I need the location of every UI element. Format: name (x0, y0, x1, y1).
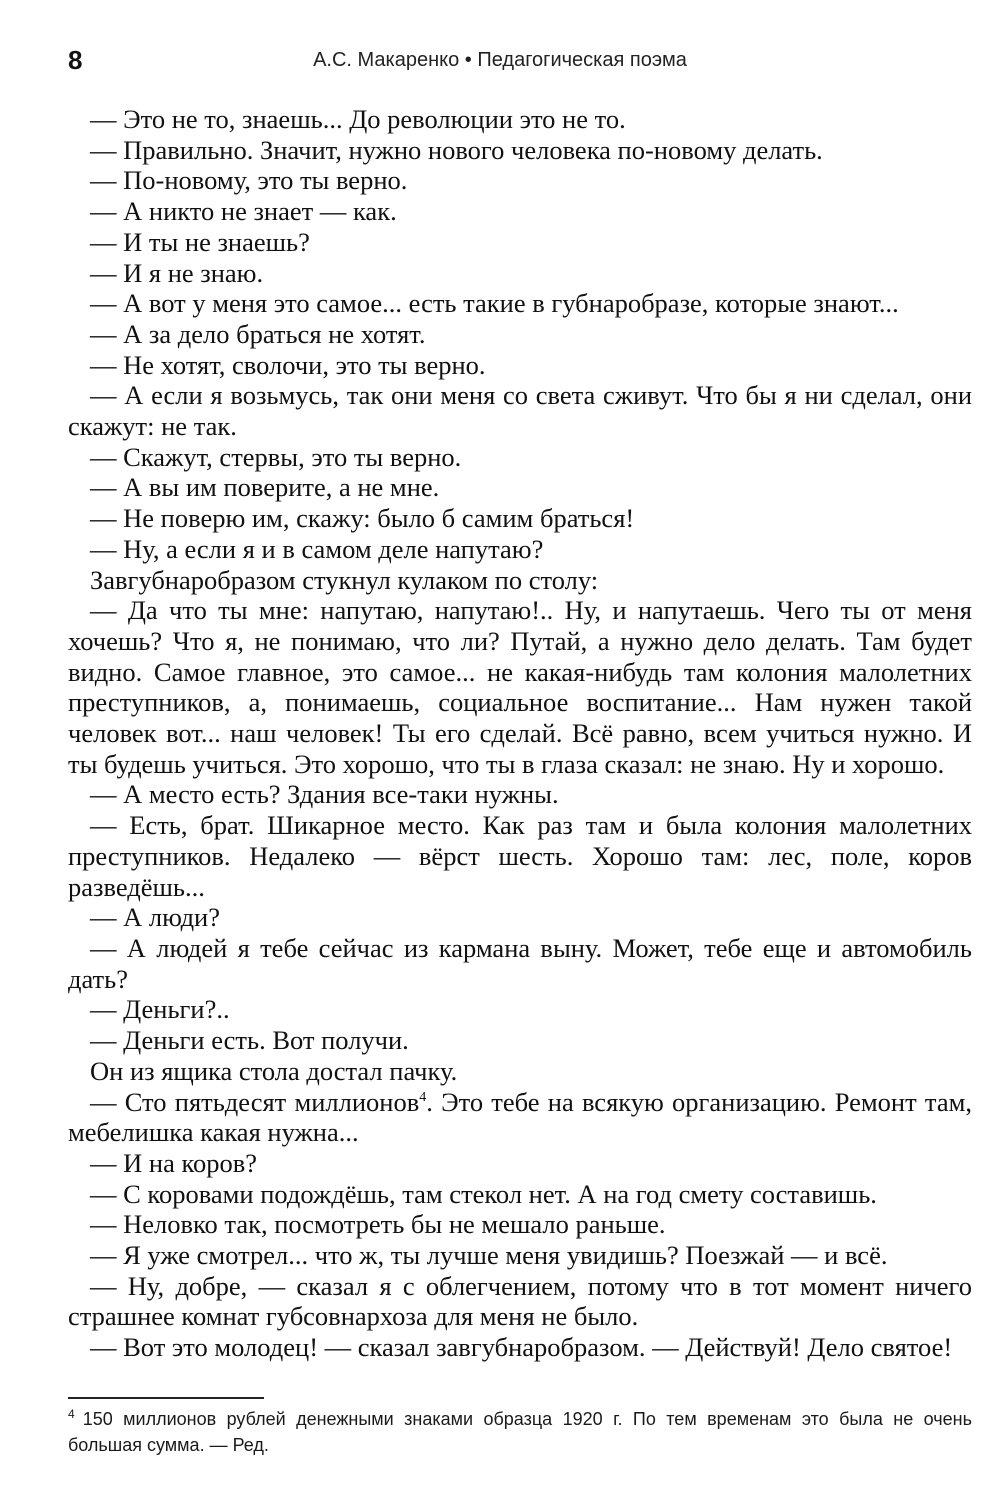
footnote-marker: 4 (68, 1407, 75, 1421)
paragraph: — Правильно. Значит, нужно нового человека по-новому делать. (90, 134, 823, 165)
main-text (68, 104, 972, 1363)
paragraph: — А за дело браться не хотят. (90, 318, 426, 349)
paragraph: — Неловко так, посмотреть бы не мешало раньше. (90, 1209, 666, 1240)
paragraph: — Не поверю им, скажу: было б самим браться! (90, 503, 635, 534)
paragraph: — И ты не знаешь? (90, 226, 310, 257)
paragraph: Завгубнаробразом стукнул кулаком по столу: (90, 564, 599, 595)
paragraph: — А никто не знает — как. (90, 196, 397, 227)
paragraph: — А вот у меня это самое... есть такие в губнаробразе, которые знают... (90, 288, 899, 319)
paragraph: — А вы им поверите, а не мне. (90, 472, 440, 503)
page-header (0, 44, 1000, 80)
paragraph: — Деньги?.. (90, 994, 230, 1025)
page-number: 8 (68, 45, 83, 75)
paragraph: — Вот это молодец! — сказал завгубнаробразом. — Действуй! Дело святое! (90, 1332, 953, 1363)
paragraph: Он из ящика стола достал пачку. (90, 1055, 458, 1086)
paragraph: — Ну, добре, — сказал я с облегчением, потому что в тот момент ничего страшнее комнат губсовнархоза для меня не было. (68, 1270, 972, 1332)
paragraph: — А место есть? Здания все-таки нужны. (90, 779, 559, 810)
paragraph: — И я не знаю. (90, 257, 264, 288)
footnote (68, 1406, 972, 1458)
paragraph: — А люди? (90, 902, 220, 933)
paragraph: — Скажут, стервы, это ты верно. (90, 441, 462, 472)
footnote-text: 150 миллионов рублей денежными знаками образца 1920 г. По тем временам это была не очень большая сумма. — Ред. (68, 1409, 972, 1455)
paragraph-text: — Сто пятьдесят миллионов (90, 1086, 420, 1117)
paragraph: — Да что ты мне: напутаю, напутаю!.. Ну, и напутаешь. Чего ты от меня хочешь? Что я, не понимаю, что ли? Путай, а нужно дело делать. Там будет видно. Самое главное, это самое... не какая-нибудь там колония малолетних преступников, а, понимаешь, социальное воспитание... Нам нужен такой человек вот... наш человек! Ты его сделай. Всё равно, всем учиться нужно. И ты будешь учиться. Это хорошо, что ты в глаза сказал: не знаю. Ну и хорошо. (68, 595, 972, 779)
footnote-reference[interactable]: 4 (419, 1089, 427, 1105)
paragraph: — А если я возьмусь, так они меня со света сживут. Что бы я ни сделал, они скажут: не так. (68, 380, 972, 442)
paragraph: — Деньги есть. Вот получи. (90, 1025, 409, 1056)
running-head: А.С. Макаренко • Педагогическая поэма (313, 49, 687, 71)
footnote-divider (68, 1397, 264, 1399)
paragraph: — Не хотят, сволочи, это ты верно. (90, 349, 486, 380)
paragraph: — И на коров? (90, 1147, 258, 1178)
paragraph: — А людей я тебе сейчас из кармана выну. Может, тебе еще и автомобиль дать? (68, 932, 972, 994)
paragraph-text: . Это тебе на всякую организацию. Ремонт там, мебелишка какая нужна... (68, 1086, 972, 1148)
paragraph: — Это не то, знаешь... До революции это не то. (90, 104, 626, 134)
paragraph: — Есть, брат. Шикарное место. Как раз там и была колония малолетних преступников. Недалеко — вёрст шесть. Хорошо там: лес, поле, коров разведёшь... (68, 810, 972, 902)
paragraph: — По-новому, это ты верно. (90, 165, 408, 196)
paragraph: — Ну, а если я и в самом деле напутаю? (90, 533, 544, 564)
paragraph: — Я уже смотрел... что ж, ты лучше меня увидишь? Поезжай — и всё. (90, 1240, 888, 1271)
paragraph-with-footnote (68, 1087, 972, 1148)
paragraph: — С коровами подождёшь, там стекол нет. А на год смету составишь. (90, 1178, 877, 1209)
